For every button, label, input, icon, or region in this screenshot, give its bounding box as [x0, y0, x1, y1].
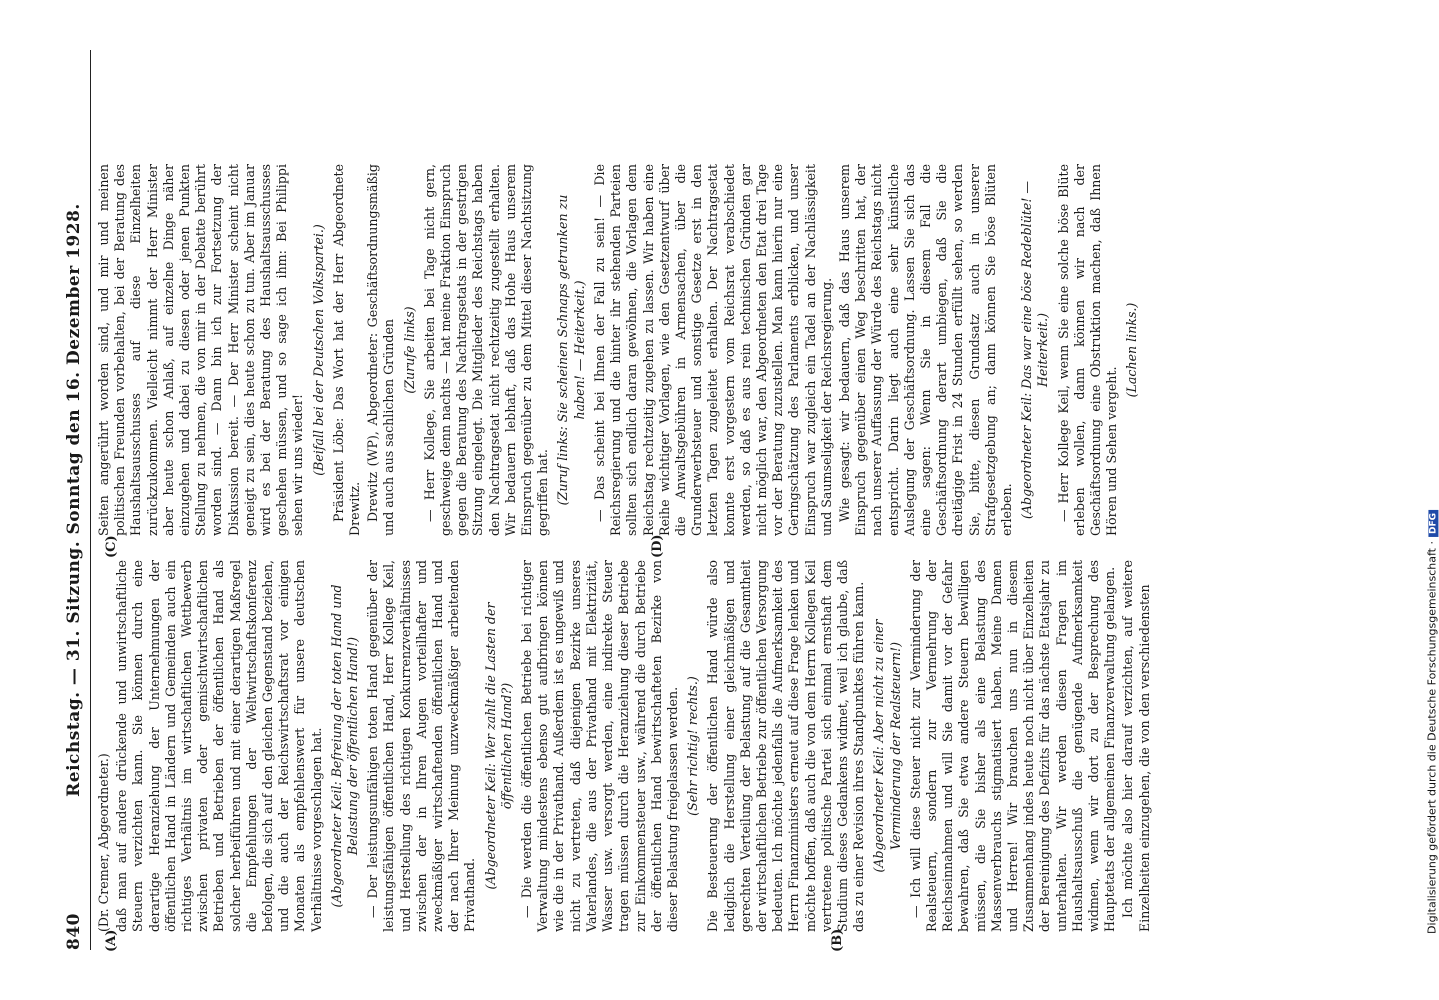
interjection: (Abgeordneter Keil: Das war eine böse Redeblüte! — Heiterkeit.): [1019, 181, 1051, 519]
interjection: (Abgeordneter Keil: Wer zahlt die Lasten der öffentlichen Hand?): [482, 602, 514, 890]
paragraph: — Ich will diese Steuer nicht zur Verminderung der Realsteuern, sondern zur Vermehrung der Reichseinnahmen und will Sie damit vor der Gefahr bewahren, daß Sie etwa andere Steuern bewilligen müssen, die Sie bisher als eine Belastung des Massenverbrauchs stigmatisiert haben. Meine Damen und Herren! Wir brauchen uns nun in diesem Zusammenhang indes heute noch nicht über Einzelheiten der Bereinigung des Defizits für das nächste Etatsjahr zu unterhalten. Wir werden diesen Fragen im Haushaltsausschuß die genügende Aufmerksamkeit widmen, wenn wir dort zu der Besprechung des Hauptetats der allgemeinen Finanzverwaltung gelangen.: [907, 560, 1118, 932]
page-title: Reichstag. — 31. Sitzung. Sonntag den 16. Dezember 1928.: [64, 203, 84, 797]
paragraph: Wie gesagt: wir bedauern, daß das Haus unserem Einspruch gegenüber einen Weg beschritten hat, der nach unserer Auffassung der Würde des Reichstags nicht entspricht. Darin liegt auch eine sehr künstliche Auslegung der Geschäftsordnung. Lassen Sie sich das eine sagen: Wenn Sie in diesem Fall die Geschäftsordnung derart umbiegen, daß Sie die dreitägige Frist in 24 Stunden erfüllt sehen, so werden Sie, bitte, diesen Grundsatz auch in unserer Strafgesetzgebung an; dann können Sie böse Blüten erleben.: [836, 164, 1014, 536]
interjection: (Abgeordneter Keil: Befreiung der toten Hand und Belastung der öffentlichen Hand!): [328, 584, 361, 908]
right-column: [96, 164, 1145, 536]
paragraph: Seiten angerührt worden sind, und mir und meinen politischen Freunden vorbehalten, bei der Beratung des Haushaltsausschusses auf diese Einzelheiten zurückzukommen. Vielleicht nimmt der Herr Minister aber heute schon Anlaß, auf einzelne Dinge näher einzugehen und dabei zu diesen oder jenen Punkten Stellung zu nehmen, die von mir in der Debatte berührt worden sind. — Dann bin ich zur Fortsetzung der Diskussion bereit. — Der Herr Minister scheint nicht geneigt zu sein, dies heute schon zu tun. Aber im Januar wird es bei der Beratung des Haushaltsausschusses geschehen müssen, und so sage ich ihm: Bei Philippi sehen wir uns wieder!: [96, 164, 306, 536]
paragraph: (Dr. Cremer, Abgeordneter.): [96, 753, 111, 932]
document-page: [60, 50, 1380, 950]
interjection: (Zurufe links): [401, 306, 417, 394]
paragraph: Ich möchte also hier darauf verzichten, auf weitere Einzelheiten einzugehen, die von den verschiedensten: [1120, 560, 1152, 932]
paragraph: — Die werden die öffentlichen Betriebe bei richtiger Verwaltung mindestens ebenso gut aufbringen können wie die in der Privathand. Außerdem ist es ungewiß und nicht zu vertreten, daß diejenigen Bezirke unseres Vaterlandes, die aus der Privathand mit Elektrizität, Wasser usw. versorgt werden, eine indirekte Steuer tragen müssen durch die Heranziehung dieser Betriebe zur Einkommensteuer usw., während die durch Betriebe der öffentlichen Hand bewirtschafteten Bezirke von dieser Belastung freigelassen werden.: [519, 560, 680, 932]
interjection: (Zuruf links: Sie scheinen Schnaps getrunken zu haben! — Heiterkeit.): [555, 194, 587, 506]
digitization-note-text: Digitalisierung gefördert durch die Deutsche Forschungsgemeinschaft ·: [1425, 541, 1439, 934]
margin-mark-b: (B): [830, 928, 845, 952]
paragraph: Drewitz (WP), Abgeordneter: Geschäftsordnungsmäßig und auch aus sachlichen Gründen: [365, 164, 397, 536]
margin-mark-a: (A): [104, 929, 119, 952]
margin-mark-c: (C): [104, 535, 119, 558]
paragraph: — Der leistungsunfähigen toten Hand gegenüber der leistungsfähigen öffentlichen Hand, Herr Kollege Keil, und Herstellung des richtigen Konkurrenzverhältnisses zwischen der in Ihren Augen vorteilhafter und zweckmäßiger wirtschaftenden öffentlichen Hand und der nach Ihrer Meinung unzweckmäßiger arbeitenden Privathand.: [365, 560, 478, 932]
paragraph: — Herr Kollege Keil, wenn Sie eine solche böse Blüte erleben wollen, dann können wir nach der Geschäftsordnung eine Obstruktion machen, daß Ihnen Hören und Sehen vergeht.: [1055, 164, 1120, 536]
interjection: (Abgeordneter Keil: Aber nicht zu einer Verminderung der Realsteuern!): [871, 619, 903, 873]
paragraph: Präsident Löbe: Das Wort hat der Herr Abgeordnete Drewitz.: [330, 164, 363, 536]
left-column: [96, 560, 1155, 932]
digitization-note: [1414, 10, 1439, 990]
interjection: (Lachen links.): [1124, 302, 1140, 398]
page-number: 840: [64, 913, 84, 950]
paragraph: — Herr Kollege, Sie arbeiten bei Tage nicht gern, geschweige denn nachts — hat meine Fraktion Einspruch gegen die Beratung des Nachtragsetats in der gestrigen Sitzung eingelegt. Die Mitglieder des Reichstags haben den Nachtragsetat nicht rechtzeitig zugestellt erhalten. Wir bedauern lebhaft, daß das Hohe Haus unserem Einspruch gegenüber zu dem Mittel dieser Nachtsitzung gegriffen hat.: [421, 164, 551, 536]
interjection: (Sehr richtig! rechts.): [685, 676, 701, 816]
paragraph: daß man auf andere drückende und unwirtschaftliche Steuern verzichten kann. Sie können durch eine derartige Heranziehung der Unternehmungen der öffentlichen Hand in Ländern und Gemeinden auch ein richtiges Verhältnis im wirtschaftlichen Wettbewerb zwischen privaten oder gemischtwirtschaftlichen Betrieben und Betrieben der öffentlichen Hand als solcher herbeiführen und mit einer derartigen Maßregel die Empfehlungen der Weltwirtschaftskonferenz befolgen, die sich auf den gleichen Gegenstand beziehen, und die auch der Reichswirtschaftsrat vor einigen Monaten als empfehlenswert für unsere deutschen Verhältnisse vorgeschlagen hat.: [114, 560, 324, 932]
page-header: [60, 50, 91, 950]
interjection: (Beifall bei der Deutschen Volkspartei.): [310, 224, 326, 476]
dfg-logo: DFG: [1429, 510, 1439, 537]
paragraph: — Das scheint bei Ihnen der Fall zu sein! — Die Reichsregierung und die hinter ihr stehenden Parteien sollten sich endlich daran gewöhnen, die Vorlagen dem Reichstag rechtzeitig zugehen zu lassen. Wir haben eine Reihe wichtiger Vorlagen, wie den Gesetzentwurf über die Anwaltsgebühren in Armensachen, über die Grunderwerbsteuer und sonstige Gesetze erst in den letzten Tagen zugeleitet erhalten. Der Nachtragsetat konnte erst vorgestern vom Reichsrat verabschiedet werden, so daß es aus rein technischen Gründen gar nicht möglich war, den Abgeordneten den Etat drei Tage vor der Beratung zuzustellen. Man kann hierin nur eine Geringschätzung des Parlaments erblicken, und unser Einspruch war zugleich ein Tadel an der Nachlässigkeit und Saumseligkeit der Reichsregierung.: [591, 164, 834, 536]
margin-mark-d: (D): [650, 534, 665, 558]
paragraph: Die Besteuerung der öffentlichen Hand würde also lediglich die Herstellung einer gleichmäßigen und gerechten Verteilung der Belastung auf die Gesamtheit der wirtschaftlichen Betriebe zur öffentlichen Versorgung bedeuten. Ich möchte jedenfalls die Aufmerksamkeit des Herrn Finanzministers erneut auf diese Frage lenken und möchte hoffen, daß auch die von dem Herrn Kollegen Keil vertretene politische Partei sich einmal ernsthaft dem Studium dieses Gedankens widmet, weil ich glaube, daß das zu einer Revision ihres Standpunktes führen kann.: [705, 560, 867, 932]
